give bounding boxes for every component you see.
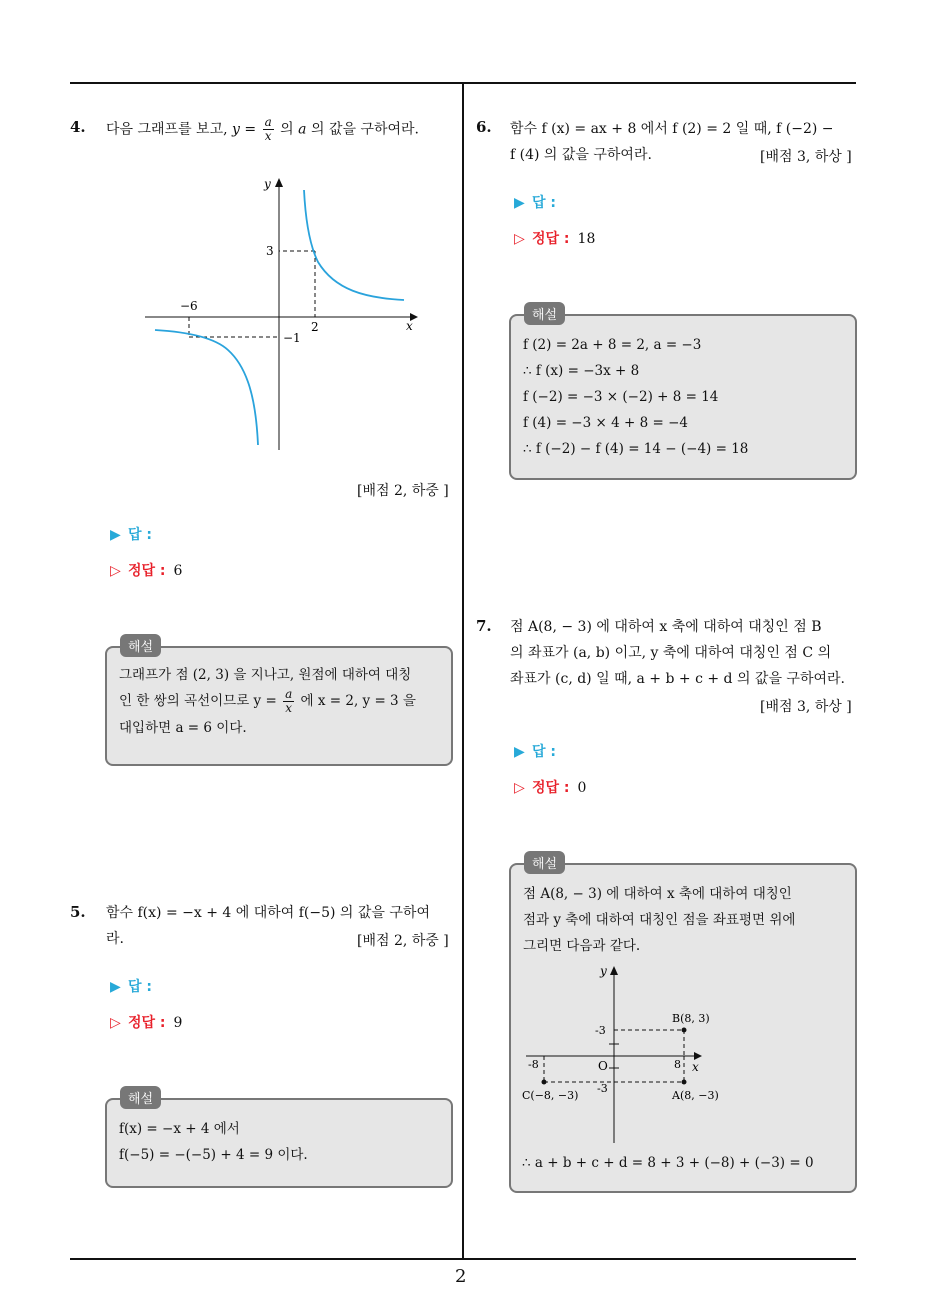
q6-sol-line1: f (2) = 2a + 8 = 2, a = −3 xyxy=(523,337,702,353)
q6-meta: [배점 3, 하상 ] xyxy=(760,149,852,165)
q5-answer-label: ▶ 답 : xyxy=(110,979,152,995)
q4-curve-right xyxy=(304,190,404,300)
q7-sol-line2: 점과 y 축에 대하여 대칭인 점을 좌표평면 위에 xyxy=(523,912,796,928)
q4-text-c: 의 값을 구하여라. xyxy=(310,121,419,138)
q4-number: 4. xyxy=(70,118,86,136)
q7-correct-value: 0 xyxy=(577,780,587,796)
q6-line2: f (4) 의 값을 구하여라. xyxy=(510,147,652,163)
q7-number: 7. xyxy=(476,617,492,635)
page-number: 2 xyxy=(455,1266,467,1287)
q6-solution-tag: 해설 xyxy=(524,302,565,325)
q5-sol-line2: f(−5) = −(−5) + 4 = 9 이다. xyxy=(119,1147,308,1163)
q7-point-a xyxy=(682,1080,687,1085)
q7-origin: O xyxy=(598,1059,608,1073)
q6-number: 6. xyxy=(476,118,492,136)
q5-number: 5. xyxy=(70,903,86,921)
q4-text: 다음 그래프를 보고, y = $\frac{a}{x}$ 의 a 의 값을 구하여라. xyxy=(106,115,419,143)
q4-tick-neg6: −6 xyxy=(180,299,198,313)
q7-line3: 좌표가 (c, d) 일 때, a + b + c + d 의 값을 구하여라. xyxy=(510,671,845,687)
q4-tick-2: 2 xyxy=(311,320,319,334)
q6-correct-value: 18 xyxy=(577,231,596,247)
q7-label-b: B(8, 3) xyxy=(672,1012,710,1025)
q7-x-label: x xyxy=(692,1060,699,1074)
q4-sol-line3: 대입하면 a = 6 이다. xyxy=(119,720,247,736)
q4-answer-label: ▶ 답 : xyxy=(110,527,152,543)
q4-correct-value: 6 xyxy=(173,563,183,579)
q7-correct-label: ▷ 정답 : 0 xyxy=(514,780,587,796)
q7-y-label: y xyxy=(600,964,607,978)
q7-sol-last: ∴ a + b + c + d = 8 + 3 + (−8) + (−3) = 0 xyxy=(522,1155,814,1171)
q7-line2: 의 좌표가 (a, b) 이고, y 축에 대하여 대칭인 점 C 의 xyxy=(510,645,832,661)
q4-fraction: $\frac{a}{x}$ xyxy=(264,115,272,143)
q5-correct-label: ▷ 정답 : 9 xyxy=(110,1015,183,1031)
q6-sol-line5: ∴ f (−2) − f (4) = 14 − (−4) = 18 xyxy=(523,441,749,457)
q6-sol-line4: f (4) = −3 × 4 + 8 = −4 xyxy=(523,415,688,431)
q4-sol-line1: 그래프가 점 (2, 3) 을 지나고, 원점에 대하여 대칭 xyxy=(119,667,412,683)
q4-text-b: 의 xyxy=(280,121,294,138)
q7-label-c: C(−8, −3) xyxy=(522,1089,579,1102)
q4-solution-tag: 해설 xyxy=(120,634,161,657)
q7-y-arrow xyxy=(610,966,618,975)
q5-sol-line1: f(x) = −x + 4 에서 xyxy=(119,1121,240,1137)
q5-meta: [배점 2, 하중 ] xyxy=(357,933,449,949)
q6-answer-label: ▶ 답 : xyxy=(514,195,556,211)
q5-solution-tag: 해설 xyxy=(120,1086,161,1109)
q7-tick-x-neg: -8 xyxy=(528,1058,539,1071)
q7-tick-y-neg: -3 xyxy=(597,1082,608,1095)
q7-point-b xyxy=(682,1028,687,1033)
q4-tick-neg1: −1 xyxy=(283,331,301,345)
q4-graph xyxy=(140,170,430,460)
q4-sol-line2: 인 한 쌍의 곡선이므로 y = $\frac{a}{x}$ 에 x = 2, y = 3 을 xyxy=(119,687,416,715)
q7-meta: [배점 3, 하상 ] xyxy=(760,699,852,715)
q7-point-c xyxy=(542,1080,547,1085)
q5-solution-box xyxy=(105,1098,453,1188)
q4-curve-left xyxy=(155,330,258,445)
q5-line2: 라. xyxy=(106,931,124,947)
q7-sol-line3: 그리면 다음과 같다. xyxy=(523,938,641,954)
q7-label-a: A(8, −3) xyxy=(672,1089,719,1102)
q4-tick-3: 3 xyxy=(266,244,274,258)
q4-y-arrow xyxy=(275,178,283,187)
column-divider xyxy=(462,82,464,1260)
q4-x-label: x xyxy=(406,319,413,333)
q7-answer-label: ▶ 답 : xyxy=(514,744,556,760)
q7-tick-x-pos: 8 xyxy=(674,1058,681,1071)
q6-sol-line3: f (−2) = −3 × (−2) + 8 = 14 xyxy=(523,389,719,405)
q5-correct-value: 9 xyxy=(173,1015,183,1031)
q4-solution-box xyxy=(105,646,453,766)
bottom-rule xyxy=(70,1258,856,1260)
q7-solution-tag: 해설 xyxy=(524,851,565,874)
q5-line1: 함수 f(x) = −x + 4 에 대하여 f(−5) 의 값을 구하여 xyxy=(106,905,430,921)
q7-x-arrow xyxy=(694,1052,702,1060)
q4-y-label: y xyxy=(264,177,271,191)
q4-text-a: 다음 그래프를 보고, xyxy=(106,121,228,138)
q7-line1: 점 A(8, − 3) 에 대하여 x 축에 대하여 대칭인 점 B xyxy=(510,619,822,635)
q4-correct-label: ▷ 정답 : 6 xyxy=(110,563,183,579)
q6-correct-label: ▷ 정답 : 18 xyxy=(514,231,596,247)
q4-meta: [배점 2, 하중 ] xyxy=(357,483,449,499)
q7-graph xyxy=(520,960,730,1150)
q6-line1: 함수 f (x) = ax + 8 에서 f (2) = 2 일 때, f (−2) − xyxy=(510,121,834,137)
q7-sol-line1: 점 A(8, − 3) 에 대하여 x 축에 대하여 대칭인 xyxy=(523,886,792,902)
q7-tick-y-pos: -3 xyxy=(595,1024,606,1037)
q6-sol-line2: ∴ f (x) = −3x + 8 xyxy=(523,363,640,379)
q6-solution-box xyxy=(509,314,857,480)
